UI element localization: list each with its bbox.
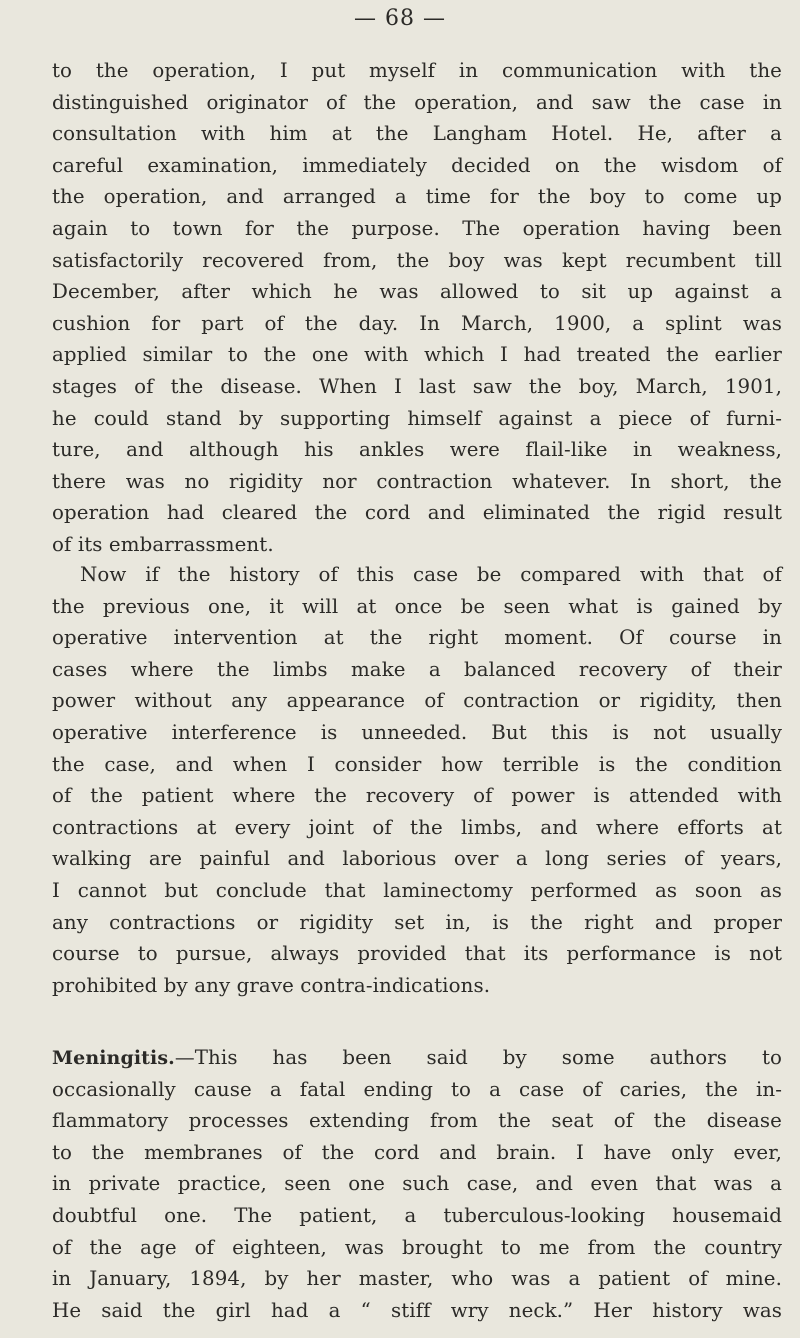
text-line: Now if the history of this case be compared with that of [80,563,782,586]
text-line: distinguished originator of the operation, and saw the case in [52,90,782,114]
paragraph-comparison [52,559,782,1001]
text-line: operation had cleared the cord and eliminated the rigid result [52,501,782,525]
text-line: any contractions or rigidity set in, is the right and proper [52,910,782,934]
text-line: operative interference is unneeded. But this is not usually [52,720,782,744]
text-line: he could stand by supporting himself against a piece of furni- [52,406,782,430]
text-line: in private practice, seen one such case, and even that was a [52,1172,782,1196]
text-line: the previous one, it will at once be seen what is gained by [52,594,782,618]
text-line: I cannot but conclude that laminectomy performed as soon as [52,878,782,902]
heading-line-text: —This has been said by some authors to [174,1046,782,1069]
text-line: cases where the limbs make a balanced recovery of their [52,657,782,681]
text-line: course to pursue, always provided that its performance is not [52,942,782,966]
text-line: of the age of eighteen, was brought to me from the country [52,1235,782,1259]
paragraph-operation-outcome [52,55,782,561]
text-line: to the operation, I put myself in communication with the [52,59,782,82]
text-line: the operation, and arranged a time for the boy to come up [52,185,782,209]
section-heading-meningitis: Meningitis. [52,1047,175,1069]
text-line: power without any appearance of contraction or rigidity, then [52,689,782,713]
text-line: ture, and although his ankles were flail-like in weakness, [52,438,782,462]
text-line: He said the girl had a “ stiff wry neck.” Her history was [52,1298,782,1322]
text-line-with-heading [52,1042,782,1074]
text-line: walking are painful and laborious over a long series of years, [52,847,782,871]
text-line: operative intervention at the right moment. Of course in [52,626,782,650]
text-line: occasionally cause a fatal ending to a case of caries, the in- [52,1077,782,1101]
text-line: in January, 1894, by her master, who was a patient of mine. [52,1267,782,1291]
text-line: applied similar to the one with which I had treated the earlier [52,343,782,367]
text-line: December, after which he was allowed to sit up against a [52,280,782,304]
text-line: contractions at every joint of the limbs, and where efforts at [52,815,782,839]
text-line: doubtful one. The patient, a tuberculous-looking housemaid [52,1203,782,1227]
text-line: of its embarrassment. [52,532,274,556]
text-line: to the membranes of the cord and brain. I have only ever, [52,1140,782,1164]
text-line: flammatory processes extending from the seat of the disease [52,1109,782,1133]
text-line: again to town for the purpose. The operation having been [52,216,782,240]
text-line: prohibited by any grave contra-indications. [52,973,491,997]
text-line: of the patient where the recovery of power is attended with [52,784,782,808]
text-line: satisfactorily recovered from, the boy was kept recumbent till [52,248,782,272]
text-line: stages of the disease. When I last saw the boy, March, 1901, [52,374,782,398]
text-line: there was no rigidity nor contraction whatever. In short, the [52,469,782,493]
page-number: — 68 — [354,6,446,31]
text-line: cushion for part of the day. In March, 1900, a splint was [52,311,782,335]
paragraph-meningitis [52,1042,782,1326]
text-line: the case, and when I consider how terrible is the condition [52,752,782,776]
text-line: careful examination, immediately decided on the wisdom of [52,153,782,177]
text-line: consultation with him at the Langham Hotel. He, after a [52,122,782,146]
